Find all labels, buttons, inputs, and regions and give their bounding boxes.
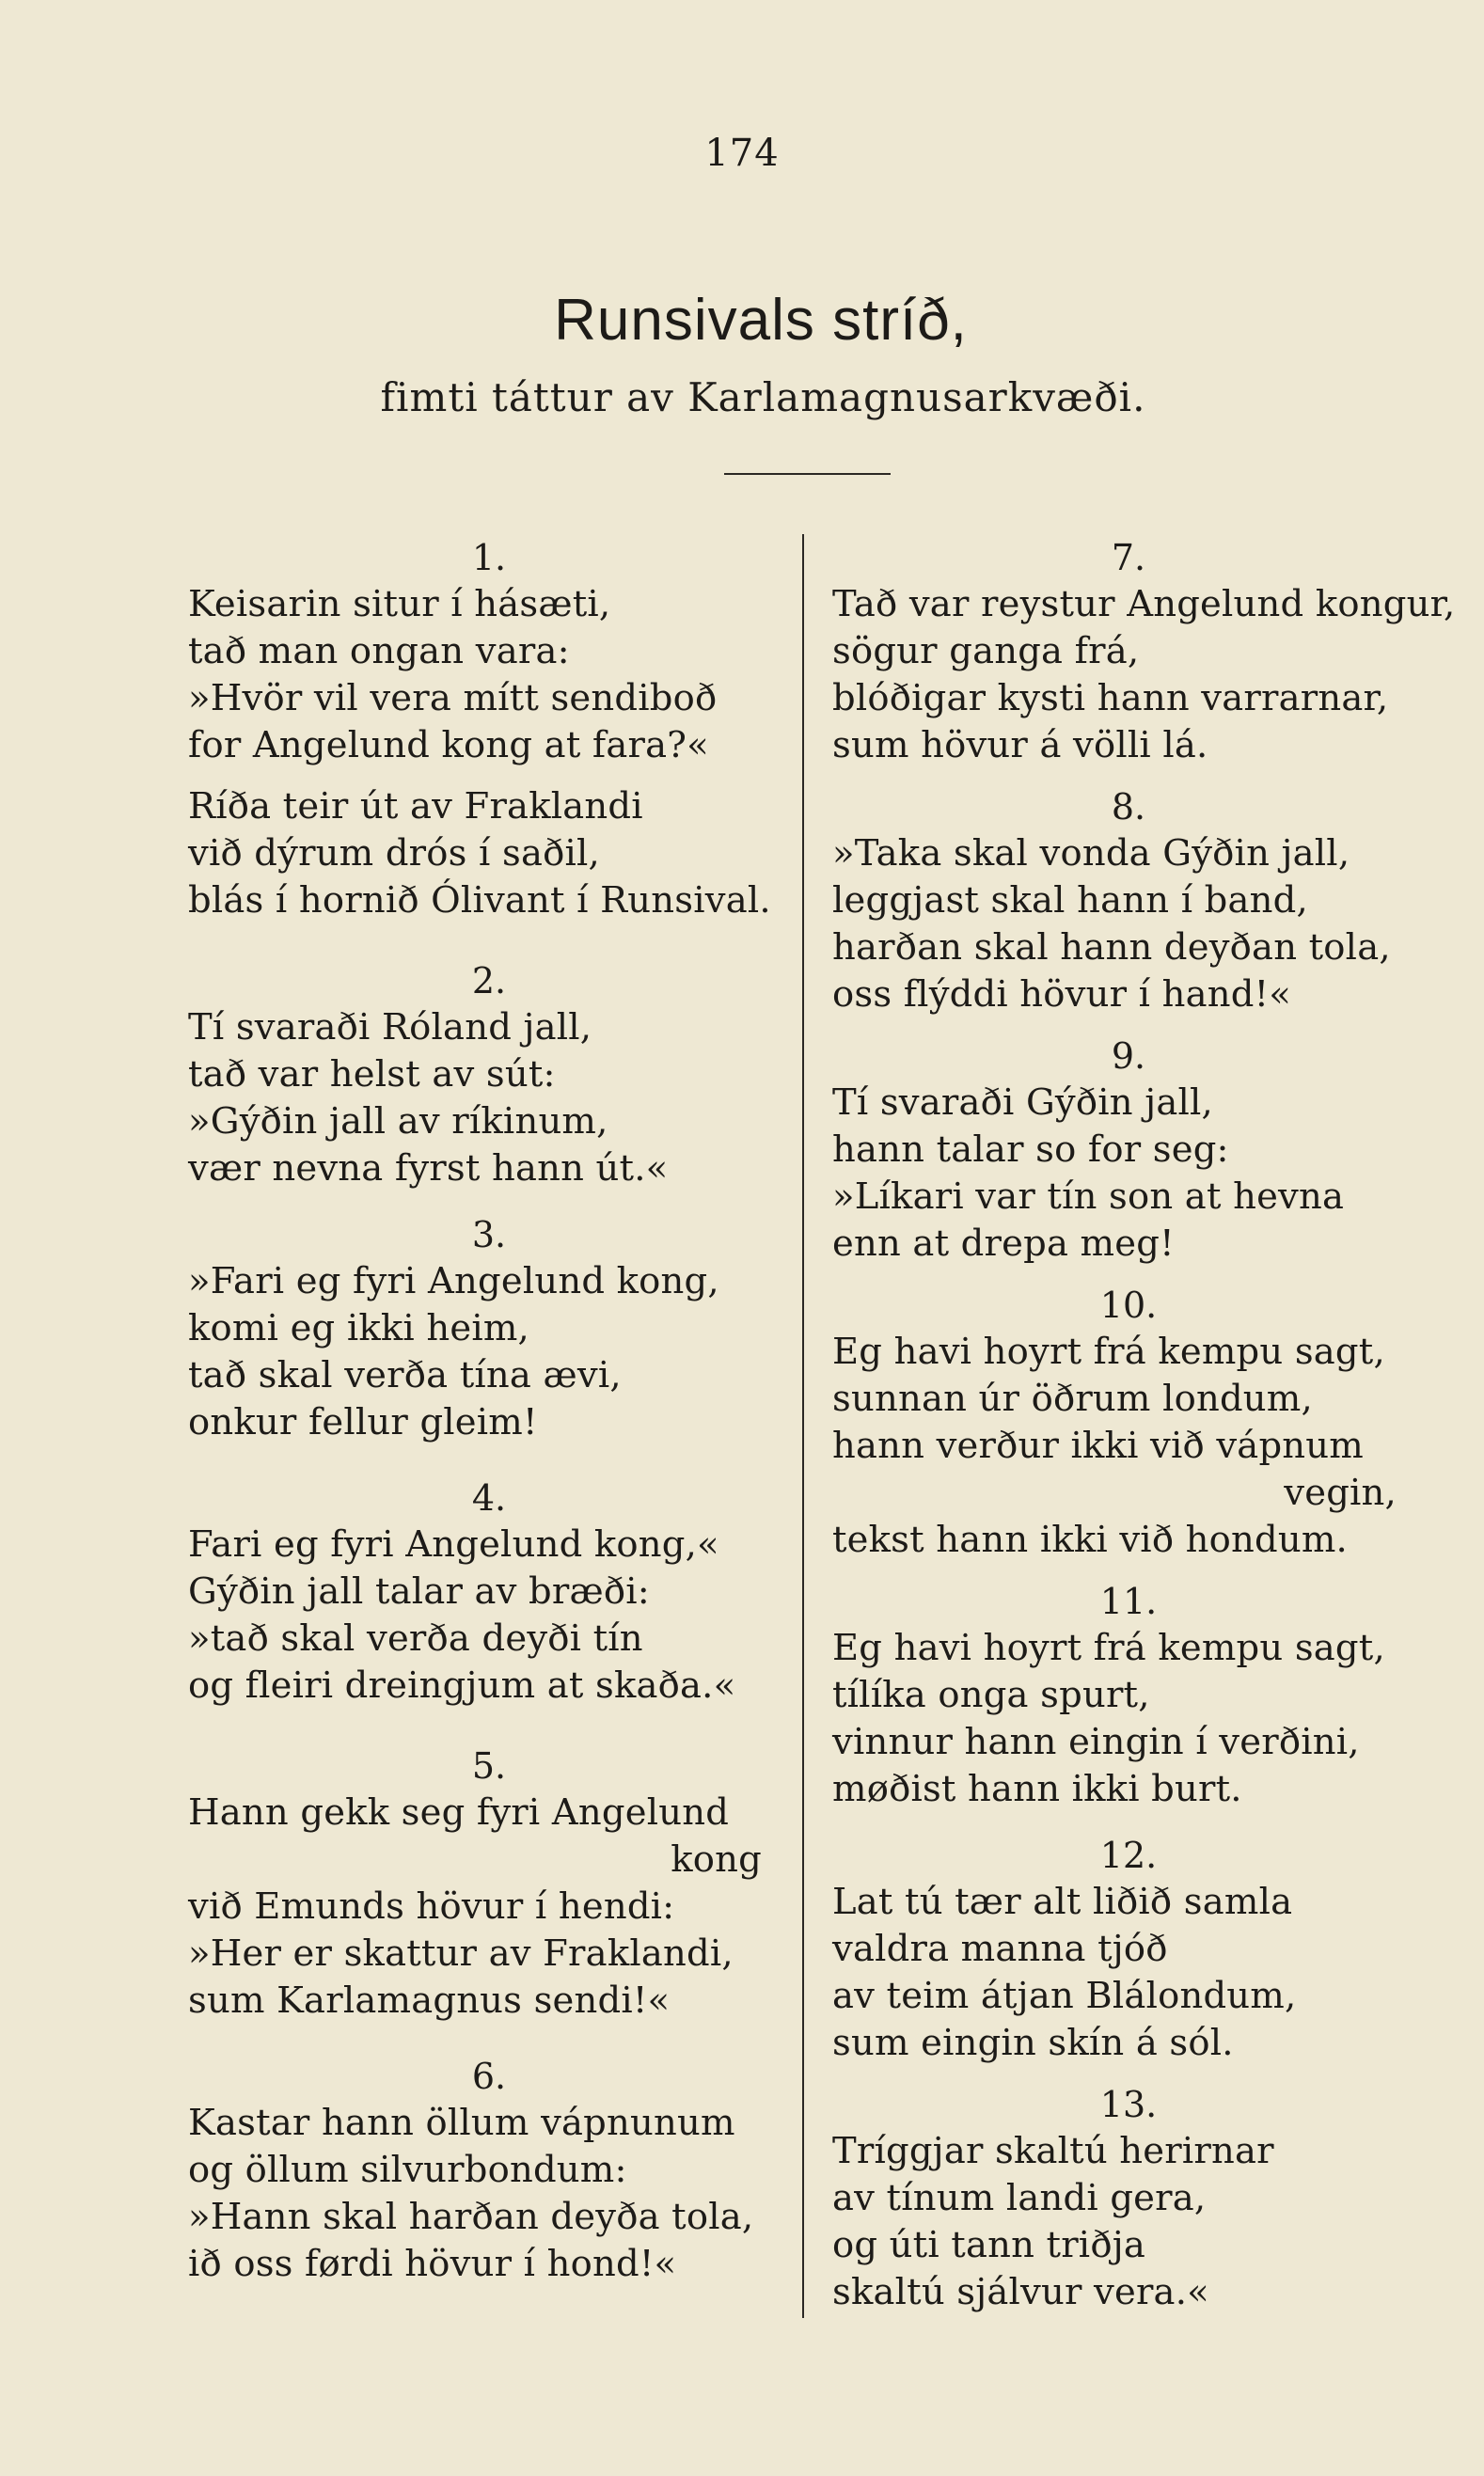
column-divider — [802, 534, 804, 2318]
stanza-3 — [188, 1211, 790, 1446]
verse-line: sum eingin skín á sól. — [832, 2022, 1234, 2064]
verse-line: valdra manna tjóð — [832, 1928, 1168, 1970]
verse-line-continuation: kong — [671, 1838, 762, 1881]
verse-line: tekst hann ikki við hondum. — [832, 1519, 1348, 1561]
page-number: 174 — [704, 132, 780, 175]
verse-line: leggjast skal hann í band, — [832, 879, 1308, 922]
verse-line: »Hvör vil vera mítt sendiboð — [188, 677, 718, 719]
stanza-refrain — [188, 783, 790, 924]
verse-line: sum hövur á völli lá. — [832, 724, 1208, 766]
stanza-1 — [188, 534, 790, 769]
verse-line: sunnan úr öðrum londum, — [832, 1378, 1313, 1420]
verse-line: hann talar so for seg: — [832, 1128, 1229, 1171]
verse-line: møðist hann ikki burt. — [832, 1768, 1242, 1810]
verse-line: og fleiri dreingjum at skaða.« — [188, 1664, 736, 1707]
verse-line: sum Karlamagnus sendi!« — [188, 1979, 671, 2022]
verse-line: Tí svaraði Gýðin jall, — [832, 1081, 1213, 1124]
stanza-5 — [188, 1743, 790, 2025]
verse-line: for Angelund kong at fara?« — [188, 724, 709, 766]
verse-line: Ríða teir út av Fraklandi — [188, 785, 643, 828]
stanza-number: 13. — [1099, 2084, 1158, 2125]
stanza-12 — [832, 1832, 1425, 2067]
verse-line: »Fari eg fyri Angelund kong, — [188, 1260, 719, 1302]
verse-line: skaltú sjálvur vera.« — [832, 2271, 1209, 2313]
verse-line: »Gýðin jall av ríkinum, — [188, 1100, 608, 1143]
verse-line: og úti tann triðja — [832, 2224, 1145, 2266]
verse-line: Kastar hann öllum vápnunum — [188, 2102, 735, 2144]
verse-line: blóðigar kysti hann varrarnar, — [832, 677, 1389, 719]
title-divider — [724, 473, 891, 475]
stanza-number: 4. — [471, 1477, 507, 1519]
verse-line: av teim átjan Blálondum, — [832, 1975, 1297, 2017]
stanza-number: 8. — [1111, 786, 1146, 828]
verse-line: »Taka skal vonda Gýðin jall, — [832, 832, 1350, 875]
stanza-number: 10. — [1099, 1285, 1158, 1326]
verse-line: við dýrum drós í saðil, — [188, 832, 600, 875]
stanza-number: 2. — [471, 960, 507, 1001]
verse-line: ið oss førdi hövur í hond!« — [188, 2243, 677, 2285]
verse-line: harðan skal hann deyðan tola, — [832, 926, 1391, 969]
stanza-number: 5. — [471, 1745, 507, 1787]
verse-line: Lat tú tær alt liðið samla — [832, 1881, 1293, 1923]
verse-line: Tí svaraði Róland jall, — [188, 1006, 592, 1049]
verse-line: enn at drepa meg! — [832, 1222, 1175, 1265]
stanza-11 — [832, 1578, 1425, 1813]
verse-line: sögur ganga frá, — [832, 630, 1140, 672]
verse-line: »tað skal verða deyði tín — [188, 1617, 643, 1660]
stanza-8 — [832, 783, 1425, 1018]
verse-line: av tínum landi gera, — [832, 2177, 1207, 2219]
verse-line: »Hann skal harðan deyða tola, — [188, 2196, 754, 2238]
verse-line: tað skal verða tína ævi, — [188, 1354, 622, 1396]
stanza-7 — [832, 534, 1456, 769]
verse-line: Gýðin jall talar av bræði: — [188, 1570, 650, 1613]
verse-line: Tað var reystur Angelund kongur, — [832, 583, 1456, 625]
verse-line: »Her er skattur av Fraklandi, — [188, 1932, 734, 1975]
verse-line: tað man ongan vara: — [188, 630, 570, 672]
stanza-number: 11. — [1099, 1581, 1158, 1622]
verse-line: Keisarin situr í hásæti, — [188, 583, 611, 625]
stanza-9 — [832, 1033, 1425, 1268]
verse-line: við Emunds hövur í hendi: — [188, 1885, 675, 1928]
verse-line: blás í hornið Ólivant í Runsival. — [188, 879, 771, 922]
stanza-6 — [188, 2053, 790, 2288]
verse-line-continuation: vegin, — [1284, 1472, 1397, 1514]
poem-title: Runsivals stríð, — [554, 288, 968, 353]
stanza-10 — [832, 1282, 1425, 1564]
stanza-2 — [188, 957, 790, 1192]
verse-line: komi eg ikki heim, — [188, 1307, 529, 1349]
stanza-number: 12. — [1099, 1835, 1158, 1876]
stanza-number: 6. — [471, 2056, 507, 2097]
verse-line: Eg havi hoyrt frá kempu sagt, — [832, 1627, 1385, 1669]
verse-line: hann verður ikki við vápnum — [832, 1425, 1364, 1467]
verse-line: onkur fellur gleim! — [188, 1401, 538, 1443]
stanza-number: 1. — [471, 537, 507, 578]
verse-line: Fari eg fyri Angelund kong,« — [188, 1523, 719, 1566]
verse-line: Eg havi hoyrt frá kempu sagt, — [832, 1331, 1385, 1373]
stanza-number: 7. — [1111, 537, 1146, 578]
verse-line: Tríggjar skaltú herirnar — [832, 2130, 1274, 2172]
verse-line: tað var helst av sút: — [188, 1053, 556, 1096]
stanza-13 — [832, 2081, 1425, 2316]
verse-line: Hann gekk seg fyri Angelund — [188, 1791, 730, 1834]
verse-line: tílíka onga spurt, — [832, 1674, 1150, 1716]
stanza-4 — [188, 1475, 790, 1710]
verse-line: vinnur hann eingin í verðini, — [832, 1721, 1360, 1763]
poem-subtitle: fimti táttur av Karlamagnusarkvæði. — [380, 374, 1146, 420]
verse-line: »Líkari var tín son at hevna — [832, 1175, 1345, 1218]
stanza-number: 9. — [1111, 1035, 1146, 1077]
verse-line: vær nevna fyrst hann út.« — [188, 1147, 669, 1190]
verse-line: oss flýddi hövur í hand!« — [832, 973, 1292, 1016]
stanza-number: 3. — [471, 1214, 507, 1255]
verse-line: og öllum silvurbondum: — [188, 2149, 627, 2191]
